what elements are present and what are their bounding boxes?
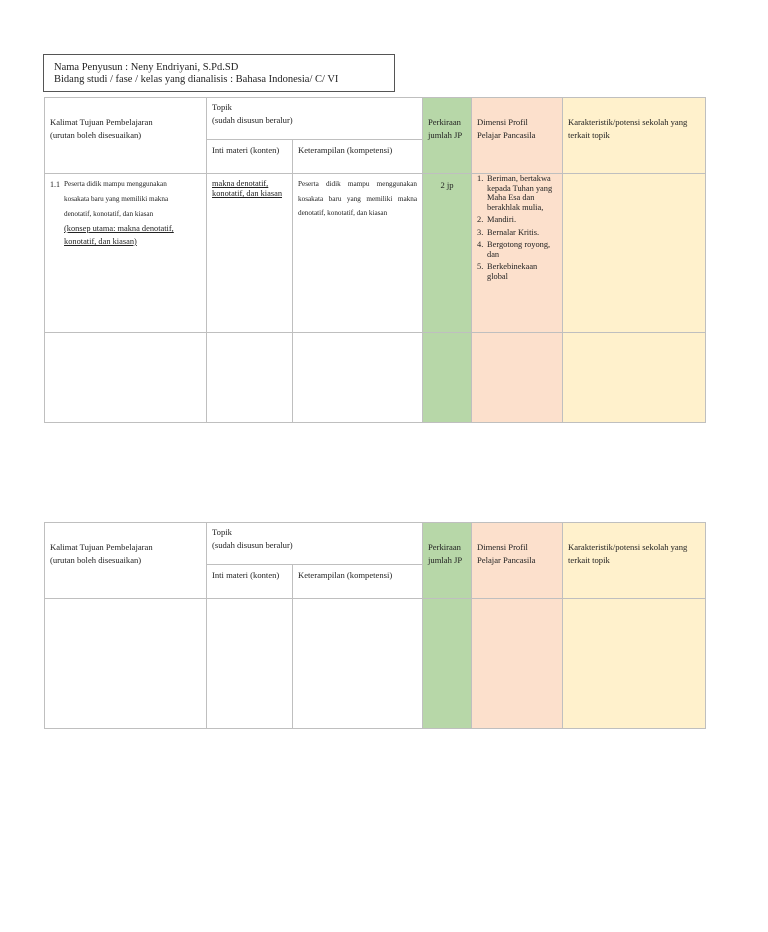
header-perkiraan-jp: Perkiraan jumlah JP bbox=[423, 98, 472, 174]
header-karakteristik: Karakteristik/potensi sekolah yang terkait topik bbox=[563, 523, 706, 599]
materi-cell: makna denotatif, konotatif, dan kiasan bbox=[207, 174, 293, 333]
header-karakteristik: Karakteristik/potensi sekolah yang terkait topik bbox=[563, 98, 706, 174]
list-item: 2. Mandiri. bbox=[477, 215, 517, 224]
empty-cell bbox=[563, 333, 706, 423]
empty-cell bbox=[207, 333, 293, 423]
header-dimensi-profil: Dimensi Profil Pelajar Pancasila bbox=[472, 523, 563, 599]
header-kalimat-tujuan: Kalimat Tujuan Pembelajaran (urutan boleh disesuaikan) bbox=[45, 523, 207, 599]
empty-cell bbox=[293, 599, 423, 729]
header-inti-materi: Inti materi (konten) bbox=[207, 565, 293, 599]
header-keterampilan: Keterampilan (kompetensi) bbox=[293, 140, 423, 174]
list-item: 5. Berkebinekaan global bbox=[477, 262, 538, 281]
empty-cell bbox=[423, 333, 472, 423]
objective-cell: 1.1 Peserta didik mampu menggunakan kosakata baru yang memiliki makna denotatif, konotatif, dan kiasan (konsep utama: makna denotatif, konotatif, dan kiasan) bbox=[45, 174, 207, 333]
header-inti-materi: Inti materi (konten) bbox=[207, 140, 293, 174]
table-row bbox=[45, 599, 706, 729]
list-item: 1. Beriman, bertakwa kepada Tuhan yang Maha Esa dan berakhlak mulia, bbox=[477, 174, 553, 212]
header-topik: Topik (sudah disusun beralur) bbox=[207, 523, 423, 565]
learning-plan-table-2 bbox=[44, 522, 706, 729]
empty-cell bbox=[293, 333, 423, 423]
table-row bbox=[45, 174, 706, 333]
header-keterampilan: Keterampilan (kompetensi) bbox=[293, 565, 423, 599]
list-item: 4. Bergotong royong, dan bbox=[477, 240, 551, 259]
empty-cell bbox=[45, 333, 207, 423]
empty-cell bbox=[563, 599, 706, 729]
subject-phase-class: Bidang studi / fase / kelas yang dianalisis : Bahasa Indonesia/ C/ VI bbox=[54, 74, 339, 85]
dimensions-list bbox=[477, 174, 557, 281]
header-topik: Topik (sudah disusun beralur) bbox=[207, 98, 423, 140]
jp-cell: 2 jp bbox=[423, 174, 472, 333]
header-kalimat-tujuan: Kalimat Tujuan Pembelajaran (urutan boleh disesuaikan) bbox=[45, 98, 207, 174]
skill-cell: Peserta didik mampu menggunakan kosakata baru yang memiliki makna denotatif, konotatif, dan kiasan bbox=[293, 174, 423, 333]
table-row bbox=[45, 333, 706, 423]
empty-cell bbox=[472, 599, 563, 729]
list-item: 3. Bernalar Kritis. bbox=[477, 227, 540, 237]
header-perkiraan-jp: Perkiraan jumlah JP bbox=[423, 523, 472, 599]
dimensions-cell bbox=[472, 174, 563, 333]
learning-plan-table-1 bbox=[44, 97, 706, 423]
empty-cell bbox=[472, 333, 563, 423]
empty-cell bbox=[423, 599, 472, 729]
empty-cell bbox=[45, 599, 207, 729]
karakteristik-cell bbox=[563, 174, 706, 333]
empty-cell bbox=[207, 599, 293, 729]
author-name: Nama Penyusun : Neny Endriyani, S.Pd.SD bbox=[54, 62, 239, 73]
author-info-box bbox=[43, 54, 395, 92]
header-dimensi-profil: Dimensi Profil Pelajar Pancasila bbox=[472, 98, 563, 174]
objective-number: 1.1 bbox=[50, 180, 60, 189]
